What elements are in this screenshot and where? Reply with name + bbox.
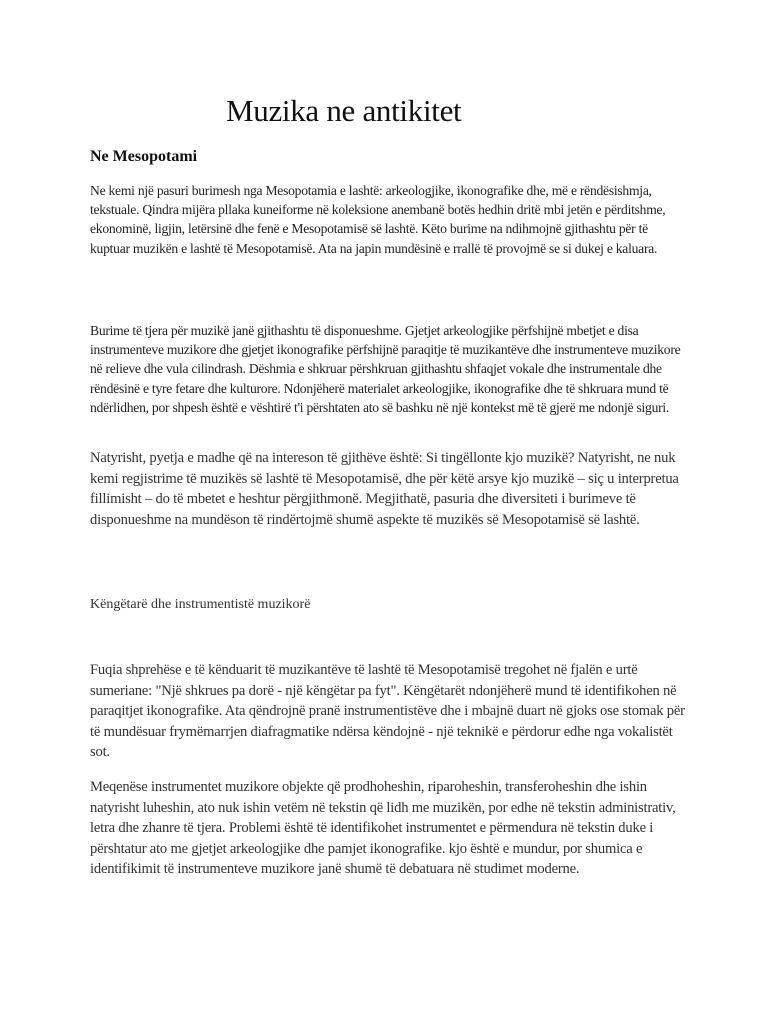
subheading-singers-instrumentalists: Këngëtarë dhe instrumentistë muzikorë	[90, 597, 311, 612]
section-heading-mesopotami: Ne Mesopotami	[90, 148, 198, 165]
paragraph-1: Ne kemi një pasuri burimesh nga Mesopotamia e lashtë: arkeologjike, ikonografike dhe, më e rëndësishmja, tekstuale. Qindra mijëra pllaka kuneiforme në koleksione anembanë botës hedhin dritë mbi jetën e përditshme, ekonominë, ligjin, letërsinë dhe fenë e Mesopotamisë së lashtë. Këto burime na ndihmojnë gjithashtu për të kuptuar muzikën e lashtë të Mesopotamisë. Ata na japin mundësinë e rrallë të provojmë se si dukej e kaluara.	[90, 183, 666, 256]
paragraph-3: Natyrisht, pyetja e madhe që na intereson të gjithëve është: Si tingëllonte kjo muzikë? Natyrisht, ne nuk kemi regjistrime të muzikës së lashtë të Mesopotamisë, dhe për këtë arsye kjo muzikë – siç u interpretua fillimisht – do të mbetet e heshtur përgjithmonë. Megjithatë, pasuria dhe diversiteti i burimeve të disponueshme na mundëson të rindërtojmë shumë aspekte të muzikës së Mesopotamisë së lashtë.	[90, 450, 679, 528]
paragraph-5: Meqenëse instrumentet muzikore objekte që prodhoheshin, riparoheshin, transferoheshin dhe ishin natyrisht luheshin, ato nuk ishin vetëm në tekstin që lidh me muzikën, por edhe në tekstin administrativ, letra dhe zhanre të tjera. Problemi është të identifikohet instrumentet e përmendura në tekstin duke i përshtatur ato me gjetjet arkeologjike dhe pamjet ikonografike. kjo është e mundur, por shumica e identifikimit të instrumenteve muzikore janë shumë të debatuara në studimet moderne.	[90, 779, 676, 878]
document-title: Muzika ne antikitet	[226, 93, 462, 128]
paragraph-4: Fuqia shprehëse e të kënduarit të muzikantëve të lashtë të Mesopotamisë tregohet në fjalën e urtë sumeriane: "Një shkrues pa dorë - një këngëtar pa fyt". Këngëtarët ndonjëherë mund të identifikohen në paraqitjet ikonografike. Ata qëndrojnë pranë instrumentistëve dhe i mbajnë duart në gjoks ose stomak për të mundësuar frymëmarrjen diafragmatike ndërsa këndojnë - një teknikë e përdorur edhe nga vokalistët sot.	[90, 662, 685, 761]
paragraph-2: Burime të tjera për muzikë janë gjithashtu të disponueshme. Gjetjet arkeologjike përfshijnë mbetjet e disa instrumenteve muzikore dhe gjetjet ikonografike përfshijnë paraqitje të muzikantëve dhe instrumenteve muzikore në relieve dhe vula cilindrash. Dëshmia e shkruar përshkruan gjithashtu shfaqjet vokale dhe instrumentale dhe rëndësinë e tyre fetare dhe kulturore. Ndonjëherë materialet arkeologjike, ikonografike dhe të shkruara mund të ndërlidhen, por shpesh është e vështirë t'i përshtaten ato së bashku në një kontekst më të gjerë me ndonjë siguri.	[90, 323, 681, 415]
